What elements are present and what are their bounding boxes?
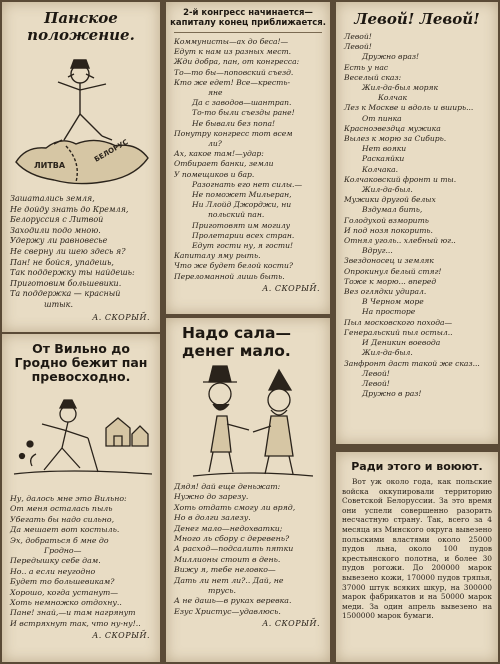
verse-line: яне bbox=[208, 88, 223, 98]
verse-line: Жил-да-был моряк bbox=[362, 83, 439, 93]
verse-line: Вдруг... bbox=[362, 246, 393, 256]
verse-line: И под нозя покорить. bbox=[344, 225, 433, 235]
clipping-kongress bbox=[166, 2, 330, 314]
verse-line: Раскаяйки bbox=[362, 154, 405, 164]
verse-line: Звездоносец и земляк bbox=[344, 256, 434, 266]
verse-line: Ах, какое там!—удар: bbox=[174, 149, 264, 159]
verse-line: трусь. bbox=[208, 586, 236, 596]
verse-line: Тоже к морю... вперед bbox=[344, 276, 437, 286]
verse-line: Пролетарии всех стран. bbox=[192, 230, 295, 240]
clipping-levoy-levoy bbox=[336, 2, 498, 444]
verse-line: Колчака. bbox=[362, 164, 399, 174]
divider bbox=[174, 32, 322, 33]
article-text: Вот уж около года, как польские войска оккупировали территорию Советской Белоруссии. За это время они успели совершенно разорить несчастную страну. Так, всего за 4 месяца из Минского округа вывезено польскими властями около 25000 пудов льна, около 100 пудов крестьянского полотна, и более 30 пудов рогожи. До 200000 марок вывезено кожи, 170000 пудов тряпья, 37000 штук всяких шкур, на 300000 марок фабрикатов и на 50000 марок меди. За один апрель вывезено на 1500000 марок бумаги. bbox=[342, 477, 492, 621]
verse-line: Понутру конгресс тот всем bbox=[174, 128, 293, 138]
verse-line: От меня осталась пыль bbox=[10, 504, 113, 514]
verse-line: Эх, добраться б мне до bbox=[10, 535, 109, 545]
verse-line: Не сверну ли шею здесь я? bbox=[10, 246, 126, 256]
verse-line: Пыл московского похода— bbox=[344, 317, 453, 327]
verse-line: Дядя! дай еще деньжат: bbox=[174, 482, 281, 491]
map-label-litva: ЛИТВА bbox=[34, 161, 66, 170]
verse-line: У помещиков и бар. bbox=[174, 169, 255, 179]
poem-lines bbox=[10, 494, 154, 629]
cartoon-fleeing-pan-illustration bbox=[6, 384, 156, 494]
verse-line: Миллионы стоит в день. bbox=[174, 554, 281, 564]
verse-line: Не поможет Мильеран, bbox=[192, 190, 292, 200]
verse-line: Мужики другой белых bbox=[344, 195, 436, 205]
clipping-title: Надо сала— денег мало. bbox=[182, 324, 291, 360]
verse-line: Ни Ллойд Джорджи, ни bbox=[192, 200, 292, 210]
verse-line: А расход—подсалить пятки bbox=[174, 544, 294, 554]
verse-line: Едут к нам из разных мест. bbox=[174, 47, 292, 57]
verse-line: На просторе bbox=[362, 307, 416, 317]
poem-text bbox=[166, 37, 330, 282]
verse-line: Дать ли нет ли?.. Дай, не bbox=[174, 575, 284, 585]
clipping-title: Панское положение. bbox=[27, 9, 135, 44]
verse-line: Ну, далось мне это Вильно: bbox=[10, 494, 127, 503]
verse-line: Капиталу яму рыть. bbox=[174, 251, 261, 261]
verse-line: Жил-да-был. bbox=[362, 185, 413, 195]
verse-line: Кто же едет! Все—кресть- bbox=[174, 77, 291, 87]
verse-line: Красноэвездца мужика bbox=[344, 123, 441, 133]
verse-line: Лез к Москве и вдоль и вширь... bbox=[344, 103, 474, 113]
clipping-title: Левой! Левой! bbox=[354, 10, 480, 28]
verse-line: Та поддержка — красный bbox=[10, 289, 121, 299]
clipping-title: 2-й конгресс начинается— капиталу конец приближается. bbox=[170, 8, 326, 28]
verse-line: Занфронт даст такой же сказ... bbox=[344, 358, 480, 368]
cartoon-fleeing-pan-drawing bbox=[6, 384, 156, 494]
verse-line: Будет то большевикам? bbox=[10, 577, 115, 587]
verse-line: Не бывали без попа! bbox=[192, 118, 276, 128]
clipping-title: Ради этого и воюют. bbox=[351, 460, 483, 473]
author-signature: А. СКОРЫЙ. bbox=[92, 312, 150, 322]
verse-line: В Черном море bbox=[362, 297, 424, 307]
verse-line: Едут гости ну, я гости! bbox=[192, 241, 294, 251]
verse-line: Отбирает банки, земли bbox=[174, 159, 274, 169]
verse-line: Опрокинул белый стяг! bbox=[344, 266, 442, 276]
verse-line: Денег мало—недохватки; bbox=[174, 523, 283, 533]
verse-line: Удержу ли равновесье bbox=[10, 236, 108, 246]
poem-text bbox=[2, 194, 160, 311]
verse-line: Нужно до зарезу. bbox=[174, 492, 249, 502]
verse-line: Разогнать его нет силы.— bbox=[192, 179, 303, 189]
verse-line: штык. bbox=[44, 299, 73, 309]
verse-line: Левой! bbox=[344, 32, 372, 41]
verse-line: Да с заводов—шантрап. bbox=[192, 98, 292, 108]
cartoon-two-figures-drawing bbox=[173, 360, 323, 482]
clipping-title: От Вильно до Гродно бежит пан превосходно. bbox=[14, 341, 148, 384]
cartoon-pan-illustration bbox=[6, 44, 156, 194]
verse-line: Вижу я, тебе неловко— bbox=[174, 565, 276, 575]
author-signature: А. СКОРЫЙ. bbox=[262, 619, 320, 629]
verse-line: Да мешает вот костыль. bbox=[10, 525, 120, 535]
verse-line: польский пан. bbox=[208, 210, 265, 220]
clipping-ot-vilno-do-grodno bbox=[2, 334, 160, 662]
verse-line: Жил-да-был. bbox=[362, 348, 413, 358]
verse-line: Зашатались земля, bbox=[10, 194, 95, 203]
cartoon-pan-on-map-drawing bbox=[6, 44, 156, 194]
verse-line: Левой! bbox=[344, 42, 372, 52]
poem-text bbox=[166, 482, 330, 617]
verse-line: Веселый сказ: bbox=[344, 72, 402, 82]
cartoon-two-figures-illustration bbox=[173, 360, 323, 482]
verse-line: Колчаковский фронт и ты. bbox=[344, 174, 457, 184]
verse-line: Передышку себе дам. bbox=[10, 556, 101, 566]
verse-line: То-то были съезды ране! bbox=[192, 108, 295, 118]
poem-text bbox=[336, 32, 498, 399]
verse-line: Что же будет белой кости? bbox=[174, 261, 293, 271]
verse-line: Вылез к морю за Сибирь. bbox=[344, 134, 447, 144]
verse-line: Так поддержку ты найдешь: bbox=[10, 268, 135, 278]
poem-lines bbox=[174, 482, 324, 617]
verse-line: Хоть немножко отдохну.. bbox=[10, 598, 122, 608]
verse-line: Левой! bbox=[362, 368, 390, 378]
verse-line: Коммунисты—ах до беса!— bbox=[174, 37, 289, 46]
verse-line: Хоть отдать смогу ли вряд, bbox=[174, 502, 296, 512]
verse-line: Колчак bbox=[378, 93, 408, 103]
verse-line: Отнял уголь.. хлебный юг.. bbox=[344, 236, 456, 246]
verse-line: ли? bbox=[208, 139, 222, 149]
verse-line: Пан! не бойся, упадешь, bbox=[10, 257, 114, 267]
poem-lines bbox=[344, 32, 492, 399]
poem-text bbox=[2, 494, 160, 629]
verse-line: Дружно в раз! bbox=[362, 389, 422, 399]
verse-line: А не дашь—в руках веревка. bbox=[174, 596, 292, 606]
verse-line: Переломанной лишь быть. bbox=[174, 271, 285, 281]
verse-line: Убегать бы надо сильно, bbox=[10, 514, 115, 524]
clipping-radi-etogo-voyuyut bbox=[336, 452, 498, 662]
verse-line: Жди добра, пан, от конгресса: bbox=[174, 57, 300, 67]
poem-lines bbox=[174, 37, 324, 282]
verse-line: Не дойду знать до Кремля, bbox=[10, 204, 129, 214]
verse-line: Хорошо, когда устанут— bbox=[10, 587, 119, 597]
verse-line: Пане! знай,—и там нагрянут bbox=[10, 608, 136, 618]
verse-line: Приготовят им могилу bbox=[192, 220, 291, 230]
verse-line: Генеральский пыл остыл.. bbox=[344, 327, 453, 337]
verse-line: Гродно— bbox=[44, 546, 82, 556]
author-signature: А. СКОРЫЙ. bbox=[262, 283, 320, 293]
verse-line: Много ль сбору с деревень? bbox=[174, 534, 290, 544]
verse-line: Белоруссия с Литвой bbox=[10, 215, 104, 225]
verse-line: От пинка bbox=[362, 113, 402, 123]
clipping-nado-sala bbox=[166, 318, 330, 662]
verse-line: Есть у нас bbox=[344, 62, 389, 72]
verse-line: Дружно враз! bbox=[362, 52, 420, 62]
verse-line: Левой! bbox=[362, 378, 390, 388]
verse-line: И Деникин воевода bbox=[362, 338, 441, 348]
verse-line: И встряхнут так, что ну-ну!.. bbox=[10, 618, 141, 628]
verse-line: Вздумал бить, bbox=[362, 205, 423, 215]
verse-line: То—то бы—поповский съезд. bbox=[174, 67, 294, 77]
verse-line: Заходили подо мною. bbox=[10, 225, 101, 235]
verse-line: Вез оглядки удирал. bbox=[344, 287, 427, 297]
verse-line: Но в долги залезу. bbox=[174, 513, 251, 523]
author-signature: А. СКОРЫЙ. bbox=[92, 631, 150, 641]
clipping-panskoe-polozhenie bbox=[2, 2, 160, 332]
verse-line: Приготовим большевики. bbox=[10, 278, 122, 288]
verse-line: Но.. а если неугодно bbox=[10, 566, 96, 576]
verse-line: Нет вояки bbox=[362, 144, 407, 154]
poem-lines bbox=[10, 194, 154, 311]
verse-line: Голодухой взморить bbox=[344, 215, 429, 225]
map-label-belorus: БЕЛОРУС bbox=[93, 138, 130, 164]
verse-line: Езус Христус—удавлюсь. bbox=[174, 606, 281, 616]
